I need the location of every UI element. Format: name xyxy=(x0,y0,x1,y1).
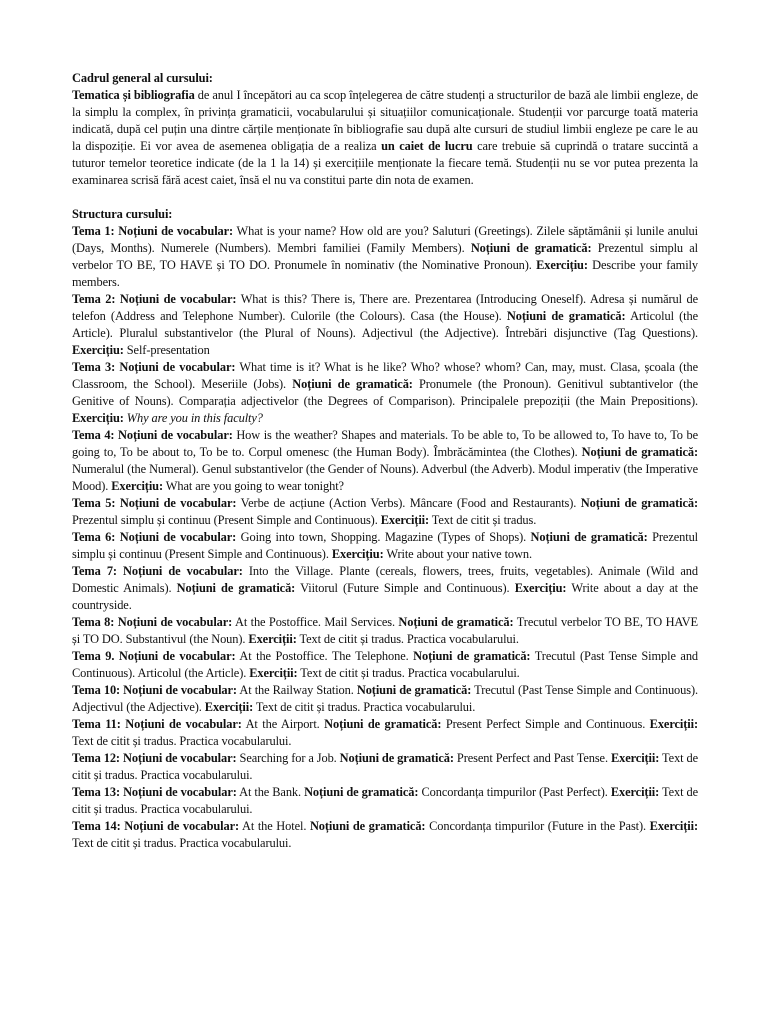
exercise-text: Text de citit și tradus. xyxy=(429,513,537,527)
intro-text-2: care trebuie să cuprindă o tratare succintă a tuturor temelor teoretice indicate (de la 1 la 14) și exercițiile menționate la fiecare temă. Studenții nu se vor putea prezenta la examinarea scrisă fără acest caiet, însă el nu va constitui parte din nota de examen. xyxy=(72,139,698,187)
tema-title: Tema 1: xyxy=(72,224,115,238)
tema-12 xyxy=(72,750,698,784)
exercise-text: Text de citit și tradus. Practica vocabularului. xyxy=(296,632,519,646)
vocab-text: What time is it? What is he like? Who? whose? whom? Can, may, must. Clasa, școala (the Classroom, the School). Meseriile (Jobs). xyxy=(72,360,698,391)
grammar-label: Noțiuni de gramatică: xyxy=(464,241,592,255)
tema-7 xyxy=(72,563,698,614)
vocab-text: Into the Village. Plante (cereals, flowers, trees, fruits, vegetables). Animale (Wild and Domestic Animals). xyxy=(72,564,698,595)
tema-title: Tema 12: xyxy=(72,751,120,765)
tema-title: Tema 6: xyxy=(72,530,116,544)
tema-6 xyxy=(72,529,698,563)
vocab-text: Searching for a Job. xyxy=(236,751,337,765)
vocab-text: At the Hotel. xyxy=(239,819,307,833)
vocab-text: Going into town, Shopping. Magazine (Types of Shops). xyxy=(236,530,527,544)
exercise-label: Exerciții: xyxy=(377,513,430,527)
exercise-label: Exercițiu: xyxy=(509,581,567,595)
grammar-text: Trecutul verbelor TO BE, TO HAVE și TO DO. Substantivul (the Noun). xyxy=(72,615,698,646)
grammar-text: Prezentul simplu al verbelor TO BE, TO HAVE și TO DO. Pronumele în nominativ (the Nominative Pronoun). xyxy=(72,241,698,272)
grammar-label: Noțiuni de gramatică: xyxy=(319,717,442,731)
tema-2 xyxy=(72,291,698,359)
tema-11 xyxy=(72,716,698,750)
grammar-text: Present Perfect Simple and Continuous. xyxy=(441,717,646,731)
exercise-label: Exercițiu: xyxy=(328,547,384,561)
tema-4 xyxy=(72,427,698,495)
grammar-label: Noțiuni de gramatică: xyxy=(408,649,531,663)
vocab-text: At the Postoffice. The Telephone. xyxy=(235,649,409,663)
vocab-label: Noțiuni de vocabular: xyxy=(115,360,236,374)
exercise-label: Exercițiu: xyxy=(72,343,124,357)
exercise-text: Write about your native town. xyxy=(383,547,532,561)
spacer xyxy=(72,189,698,206)
grammar-label: Noțiuni de gramatică: xyxy=(577,445,698,459)
grammar-label: Noțiuni de gramatică: xyxy=(286,377,413,391)
grammar-label: Noțiuni de gramatică: xyxy=(501,309,626,323)
vocab-text: Verbe de acțiune (Action Verbs). Mâncare (Food and Restaurants). xyxy=(236,496,577,510)
tema-1 xyxy=(72,223,698,291)
tema-3 xyxy=(72,359,698,427)
intro-bold-2: un caiet de lucru xyxy=(381,139,473,153)
vocab-text: At the Railway Station. xyxy=(236,683,354,697)
exercise-text: Text de citit și tradus. Practica vocabularului. xyxy=(72,785,698,816)
exercise-text: Text de citit și tradus. Practica vocabularului. xyxy=(297,666,520,680)
grammar-text: Viitorul (Future Simple and Continuous). xyxy=(295,581,510,595)
exercise-label: Exerciții: xyxy=(645,717,698,731)
grammar-text: Present Perfect and Past Tense. xyxy=(453,751,608,765)
exercise-label: Exerciții: xyxy=(646,819,698,833)
vocab-label: Noțiuni de vocabular: xyxy=(120,683,237,697)
tema-13 xyxy=(72,784,698,818)
grammar-text: Pronumele (the Pronoun). Genitivul subtantivelor (the Genitive of Nouns). Comparația adjectivelor (the Degrees of Comparison). Principalele prepoziții (the Main Prepositions). xyxy=(72,377,698,408)
vocab-text: At the Postoffice. Mail Services. xyxy=(232,615,395,629)
course-structure-heading: Structura cursului: xyxy=(72,207,173,221)
exercise-label: Exercițiu: xyxy=(108,479,163,493)
vocab-text: How is the weather? Shapes and materials. To be able to, To be allowed to, To have to, To be going to, To be about to, To be to. Corpul omenesc (the Human Body). Îmbrăcămintea (the Clothes). xyxy=(72,428,698,459)
exercise-text: Text de citit și tradus. Practica vocabularului. xyxy=(253,700,476,714)
exercise-text: Self-presentation xyxy=(123,343,210,357)
tema-8 xyxy=(72,614,698,648)
vocab-label: Noțiuni de vocabular: xyxy=(114,615,233,629)
vocab-label: Noțiuni de vocabular: xyxy=(114,649,236,663)
tema-title: Tema 13: xyxy=(72,785,121,799)
grammar-text: Prezentul simplu și continuu (Present Simple and Continuous). xyxy=(72,513,378,527)
vocab-label: Noțiuni de vocabular: xyxy=(115,530,237,544)
tema-title: Tema 9. xyxy=(72,649,115,663)
tema-5 xyxy=(72,495,698,529)
tema-14 xyxy=(72,818,698,852)
tema-title: Tema 10: xyxy=(72,683,121,697)
grammar-label: Noțiuni de gramatică: xyxy=(306,819,426,833)
grammar-text: Trecutul (Past Tense Simple and Continuous). Articolul (the Article). xyxy=(72,649,699,680)
tema-title: Tema 11: xyxy=(72,717,121,731)
tema-title: Tema 2: xyxy=(72,292,116,306)
tema-title: Tema 7: xyxy=(72,564,117,578)
grammar-label: Noțiuni de gramatică: xyxy=(576,496,698,510)
tema-10 xyxy=(72,682,698,716)
vocab-text: At the Bank. xyxy=(236,785,302,799)
grammar-label: Noțiuni de gramatică: xyxy=(301,785,419,799)
tema-9 xyxy=(72,648,698,682)
tema-title: Tema 14: xyxy=(72,819,121,833)
exercise-text: Describe your family members. xyxy=(72,258,698,289)
exercise-label: Exerciții: xyxy=(607,751,660,765)
tema-title: Tema 5: xyxy=(72,496,116,510)
grammar-text: Prezentul simplu și continuu (Present Simple and Continuous). xyxy=(72,530,699,561)
exercise-label: Exercițiu: xyxy=(531,258,588,272)
vocab-label: Noțiuni de vocabular: xyxy=(114,224,234,238)
intro-bold-1: Tematica și bibliografia xyxy=(72,88,195,102)
grammar-text: Concordanța timpurilor (Past Perfect). xyxy=(418,785,608,799)
exercise-text: Why are you in this faculty? xyxy=(123,411,263,425)
grammar-label: Noțiuni de gramatică: xyxy=(336,751,454,765)
vocab-label: Noțiuni de vocabular: xyxy=(115,292,237,306)
vocab-label: Noțiuni de vocabular: xyxy=(116,564,243,578)
exercise-text: What are you going to wear tonight? xyxy=(163,479,344,493)
exercise-text: Text de citit și tradus. Practica vocabularului. xyxy=(72,836,292,850)
vocab-text: What is this? There is, There are. Prezentarea (Introducing Oneself). Adresa și numărul de telefon (Address and Telephone Number). Culorile (the Colours). Casa (the House). xyxy=(72,292,698,323)
intro-text-1: de anul I începători au ca scop înțelegerea de către studenți a structurilor de bază ale limbii engleze, de la simplu la complex, în privința gramaticii, vocabularului și situațiilor comunicaționale. Studenții vor parcurge toată materia indicată, după cel puțin una dintre cărțile menționate în bibliografie sau după alte cursuri de studiul limbii engleze pe care le au la dispoziție. Ei vor avea de asemenea obligația de a realiza xyxy=(72,88,698,153)
course-framework-heading: Cadrul general al cursului: xyxy=(72,71,213,85)
vocab-label: Noțiuni de vocabular: xyxy=(120,717,242,731)
exercise-label: Exerciții: xyxy=(607,785,660,799)
vocab-text: At the Airport. xyxy=(241,717,320,731)
document-page xyxy=(72,70,698,852)
grammar-text: Numeralul (the Numeral). Genul substantivelor (the Gender of Nouns). Adverbul (the Adverb). Modul imperativ (the Imperative Mood). xyxy=(72,462,698,493)
grammar-label: Noțiuni de gramatică: xyxy=(526,530,648,544)
tema-title: Tema 4: xyxy=(72,428,115,442)
tema-title: Tema 8: xyxy=(72,615,115,629)
exercise-text: Write about a day at the countryside. xyxy=(72,581,699,612)
vocab-text: What is your name? How old are you? Saluturi (Greetings). Zilele săptămânii și lunile anului (Days, Months). Numerele (Numbers). Membri familiei (Family Members). xyxy=(72,224,698,255)
exercise-label: Exerciții: xyxy=(201,700,254,714)
grammar-label: Noțiuni de gramatică: xyxy=(171,581,296,595)
tema-title: Tema 3: xyxy=(72,360,116,374)
vocab-label: Noțiuni de vocabular: xyxy=(115,496,237,510)
vocab-label: Noțiuni de vocabular: xyxy=(120,785,237,799)
exercise-label: Exercițiu: xyxy=(72,411,124,425)
vocab-label: Noțiuni de vocabular: xyxy=(114,428,233,442)
exercise-text: Text de citit și tradus. Practica vocabularului. xyxy=(72,751,699,782)
exercise-text: Text de citit și tradus. Practica vocabularului. xyxy=(72,734,292,748)
grammar-label: Noțiuni de gramatică: xyxy=(394,615,514,629)
grammar-text: Concordanța timpurilor (Future in the Past). xyxy=(425,819,647,833)
vocab-label: Noțiuni de vocabular: xyxy=(119,751,237,765)
grammar-text: Articolul (the Article). Pluralul substantivelor (the Plural of Nouns). Adjectivul (the Adjective). Întrebări disjunctive (Tag Questions). xyxy=(72,309,698,340)
grammar-text: Trecutul (Past Tense Simple and Continuous). Adjectivul (the Adjective). xyxy=(72,683,698,714)
exercise-label: Exerciții: xyxy=(245,632,297,646)
exercise-label: Exerciții: xyxy=(246,666,298,680)
grammar-label: Noțiuni de gramatică: xyxy=(353,683,472,697)
vocab-label: Noțiuni de vocabular: xyxy=(120,819,240,833)
intro-paragraph xyxy=(72,87,698,189)
